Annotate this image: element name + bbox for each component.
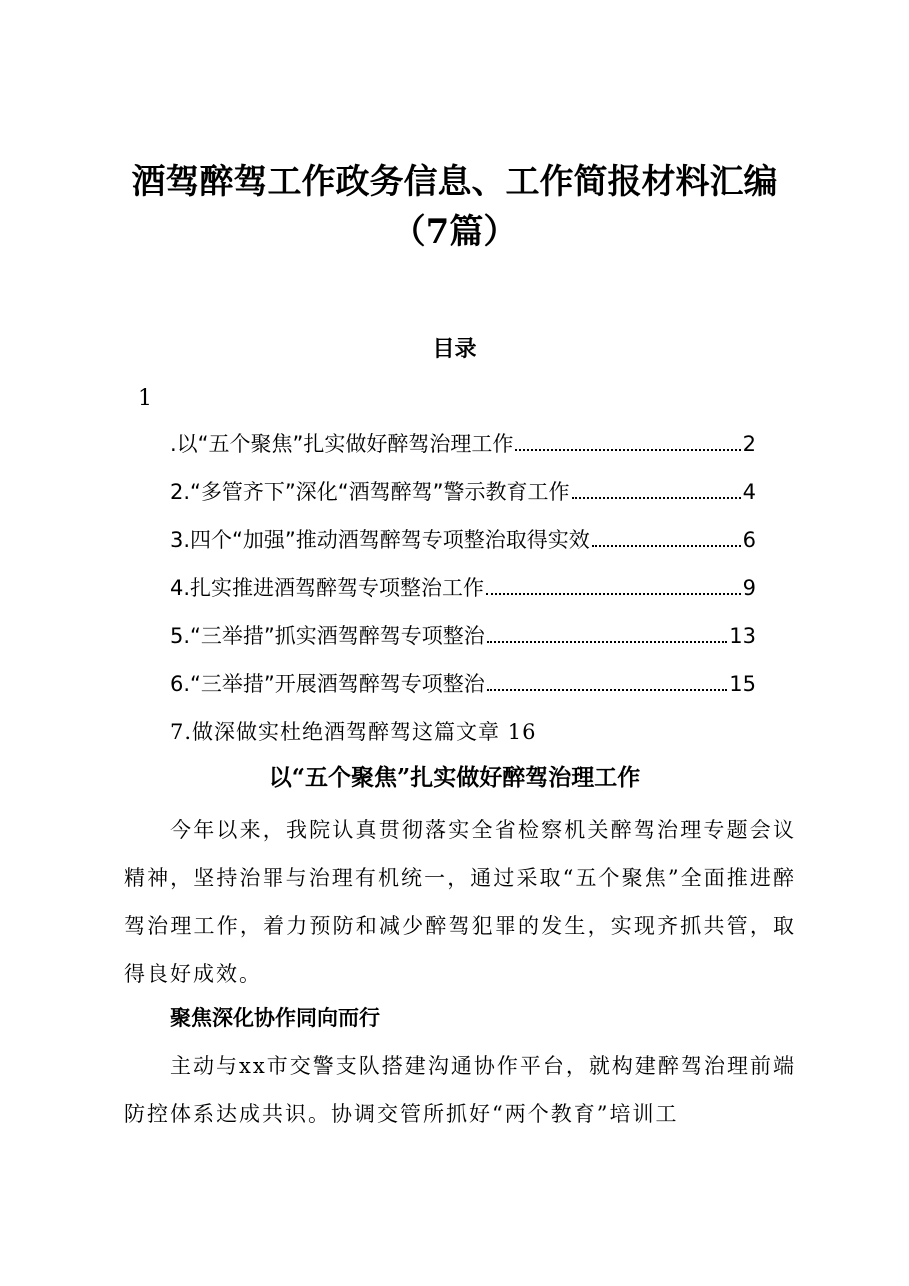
toc-entry-page: 15 [729, 672, 756, 696]
toc-entry-page: 2 [742, 432, 756, 456]
toc-leader-dots [592, 544, 741, 547]
toc-first-number: 1 [138, 386, 152, 411]
section-subheading: 聚焦深化协作同向而行 [170, 1006, 380, 1030]
toc-leader-dots [515, 448, 740, 451]
document-title: 酒驾醉驾工作政务信息、工作简报材料汇编 [131, 162, 778, 202]
toc-entry-label: .以“五个聚焦”扎实做好醉驾治理工作 [170, 432, 514, 456]
toc-entry-label: 5.“三举措”抓实酒驾醉驾专项整治 [170, 624, 485, 648]
toc-leader-dots [486, 592, 741, 595]
toc-entry-label: 4.扎实推进酒驾醉驾专项整治工作 [170, 576, 485, 600]
toc-entry-label: 2.“多管齐下”深化“酒驾醉驾”警示教育工作 [170, 480, 570, 504]
toc-heading: 目录 [432, 336, 477, 362]
toc-entry-label: 3.四个“加强”推动酒驾醉驾专项整治取得实效 [170, 528, 590, 552]
document-subtitle: （7篇） [391, 212, 518, 252]
toc-entry[interactable] [170, 570, 756, 618]
toc-entry-label: 6.“三举措”开展酒驾醉驾专项整治 [170, 672, 485, 696]
toc-entry[interactable] [170, 426, 756, 474]
toc-entry[interactable] [170, 522, 756, 570]
body-paragraph: 今年以来，我院认真贯彻落实全省检察机关醉驾治理专题会议精神，坚持治罪与治理有机统一，通过采取“五个聚焦”全面推进醉驾治理工作，着力预防和减少醉驾犯罪的发生，实现齐抓共管，取得良好成效。 [124, 818, 796, 986]
toc-entry-page: 4 [742, 480, 756, 504]
toc-leader-dots [487, 688, 727, 691]
toc-leader-dots [487, 640, 727, 643]
toc-list [170, 426, 756, 714]
body-paragraph: 主动与xx市交警支队搭建沟通协作平台，就构建醉驾治理前端防控体系达成共识。协调交管所抓好“两个教育”培训工 [124, 1054, 796, 1126]
toc-leader-dots [572, 496, 741, 499]
section-title: 以“五个聚焦”扎实做好醉驾治理工作 [268, 764, 641, 791]
toc-entry[interactable] [170, 474, 756, 522]
toc-entry-last[interactable]: 7.做深做实杜绝酒驾醉驾这篇文章 16 [170, 720, 537, 744]
toc-entry-page: 9 [742, 576, 756, 600]
toc-entry-page: 13 [729, 624, 756, 648]
toc-entry[interactable] [170, 666, 756, 714]
toc-entry-page: 6 [742, 528, 756, 552]
toc-entry[interactable] [170, 618, 756, 666]
